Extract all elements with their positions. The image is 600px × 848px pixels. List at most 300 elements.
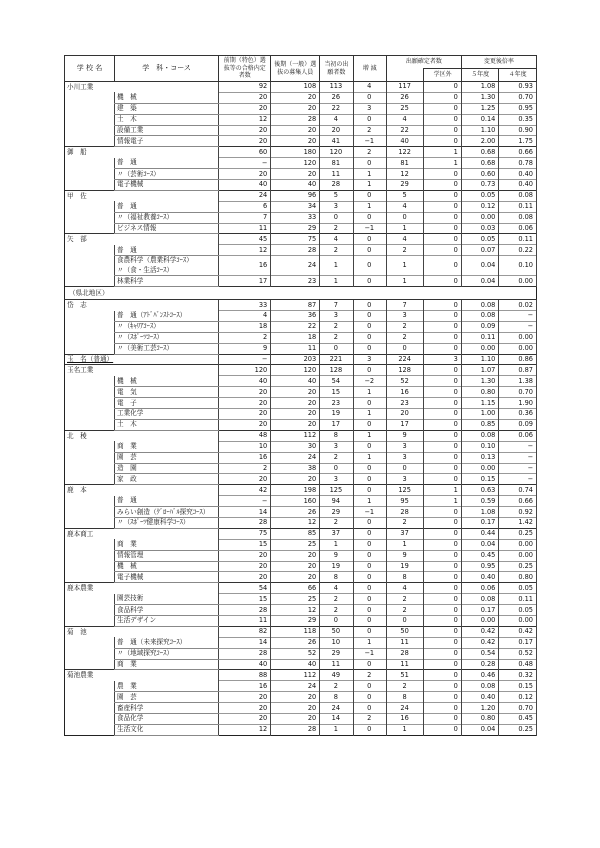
- course-name: 〃（ｽﾎﾟｰﾂｺｰｽ）: [115, 332, 219, 343]
- initial-applicants: 8: [320, 692, 353, 703]
- early-admitted: −: [219, 158, 271, 169]
- course-row: [65, 212, 537, 223]
- course-row: [65, 125, 537, 136]
- ratio-r4: 0.00: [499, 332, 537, 343]
- course-cell-empty: [115, 190, 219, 201]
- course-cell-empty: [115, 300, 219, 311]
- early-admitted: 20: [219, 136, 271, 147]
- change: 0: [353, 245, 386, 256]
- initial-applicants: 22: [320, 103, 353, 114]
- header-late: 後期（一般）選抜の募集人員: [271, 56, 320, 82]
- early-admitted: 20: [219, 550, 271, 561]
- ratio-r5: 0.00: [461, 615, 499, 626]
- ratio-r5: 0.10: [461, 441, 499, 452]
- confirmed-applicants: 22: [386, 125, 424, 136]
- confirmed-applicants: 3: [386, 311, 424, 322]
- out-of-district: 0: [424, 311, 462, 322]
- out-of-district: 0: [424, 594, 462, 605]
- confirmed-applicants: 52: [386, 376, 424, 387]
- school-cell-empty: [65, 332, 115, 343]
- change: 0: [353, 539, 386, 550]
- confirmed-applicants: 95: [386, 496, 424, 507]
- ratio-r4: 1.38: [499, 376, 537, 387]
- out-of-district: 0: [424, 234, 462, 245]
- early-admitted: 60: [219, 147, 271, 158]
- out-of-district: 0: [424, 103, 462, 114]
- confirmed-applicants: 3: [386, 452, 424, 463]
- course-row: [65, 114, 537, 125]
- change: 3: [353, 103, 386, 114]
- change: 1: [353, 496, 386, 507]
- ratio-r5: 0.04: [461, 256, 499, 276]
- course-cell-empty: [115, 528, 219, 539]
- ratio-r4: 0.95: [499, 103, 537, 114]
- change: 2: [353, 125, 386, 136]
- course-name: 普 通（ｱﾄﾞﾊﾞﾝｽﾄｺｰｽ）: [115, 311, 219, 322]
- ratio-r4: 0.00: [499, 550, 537, 561]
- confirmed-applicants: 2: [386, 245, 424, 256]
- course-row: [65, 561, 537, 572]
- initial-applicants: 2: [320, 594, 353, 605]
- course-row: [65, 659, 537, 670]
- school-cell-empty: [65, 169, 115, 180]
- late-capacity: 34: [271, 201, 320, 212]
- early-admitted: 88: [219, 670, 271, 681]
- change: −1: [353, 136, 386, 147]
- course-name: 工業化学: [115, 409, 219, 420]
- initial-applicants: 37: [320, 528, 353, 539]
- ratio-r4: 0.92: [499, 507, 537, 518]
- ratio-r4: 0.74: [499, 485, 537, 496]
- confirmed-applicants: 1: [386, 539, 424, 550]
- school-cell-empty: [65, 321, 115, 332]
- course-row: [65, 376, 537, 387]
- initial-applicants: 2: [320, 332, 353, 343]
- change: 0: [353, 256, 386, 276]
- initial-applicants: 1: [320, 276, 353, 287]
- early-admitted: 92: [219, 82, 271, 93]
- school-cell-empty: [65, 387, 115, 398]
- confirmed-applicants: 2: [386, 681, 424, 692]
- late-capacity: 198: [271, 485, 320, 496]
- confirmed-applicants: 11: [386, 659, 424, 670]
- initial-applicants: 0: [320, 343, 353, 354]
- confirmed-applicants: 128: [386, 365, 424, 376]
- ratio-r5: 0.08: [461, 430, 499, 441]
- course-name: 家 政: [115, 474, 219, 485]
- out-of-district: 0: [424, 114, 462, 125]
- course-name: 設備工業: [115, 125, 219, 136]
- course-row: [65, 245, 537, 256]
- school-name: 菊池農業: [65, 670, 115, 681]
- course-row: [65, 387, 537, 398]
- initial-applicants: 1: [320, 539, 353, 550]
- ratio-r5: 0.63: [461, 485, 499, 496]
- ratio-r5: 0.07: [461, 245, 499, 256]
- initial-applicants: 0: [320, 212, 353, 223]
- out-of-district: 0: [424, 528, 462, 539]
- school-cell-empty: [65, 136, 115, 147]
- late-capacity: 20: [271, 572, 320, 583]
- ratio-r5: 0.00: [461, 212, 499, 223]
- ratio-r5: 0.42: [461, 637, 499, 648]
- late-capacity: 24: [271, 681, 320, 692]
- early-admitted: 20: [219, 92, 271, 103]
- out-of-district: 0: [424, 365, 462, 376]
- school-cell-empty: [65, 517, 115, 528]
- early-admitted: 12: [219, 724, 271, 735]
- initial-applicants: 1: [320, 724, 353, 735]
- course-row: [65, 605, 537, 616]
- initial-applicants: 128: [320, 365, 353, 376]
- school-cell-empty: [65, 158, 115, 169]
- out-of-district: 0: [424, 637, 462, 648]
- early-admitted: 9: [219, 343, 271, 354]
- ratio-r4: 0.52: [499, 648, 537, 659]
- initial-applicants: 1: [320, 256, 353, 276]
- out-of-district: 0: [424, 648, 462, 659]
- confirmed-applicants: 81: [386, 158, 424, 169]
- out-of-district: 0: [424, 615, 462, 626]
- ratio-r4: −: [499, 441, 537, 452]
- course-name-line: 食農科学（農業科学ｺｰｽ）: [117, 256, 193, 265]
- school-row: [65, 300, 537, 311]
- late-capacity: 20: [271, 561, 320, 572]
- course-cell-empty: [115, 430, 219, 441]
- out-of-district: 0: [424, 190, 462, 201]
- ratio-r4: 0.02: [499, 300, 537, 311]
- change: 0: [353, 234, 386, 245]
- course-name: 電 気: [115, 387, 219, 398]
- early-admitted: 11: [219, 615, 271, 626]
- course-name: 情報管理: [115, 550, 219, 561]
- change: 0: [353, 528, 386, 539]
- ratio-r4: 0.87: [499, 365, 537, 376]
- late-capacity: 85: [271, 528, 320, 539]
- course-row: [65, 103, 537, 114]
- ratio-r5: 1.10: [461, 125, 499, 136]
- early-admitted: 120: [219, 365, 271, 376]
- late-capacity: 28: [271, 245, 320, 256]
- ratio-r4: 0.00: [499, 615, 537, 626]
- early-admitted: 42: [219, 485, 271, 496]
- early-admitted: 20: [219, 692, 271, 703]
- late-capacity: 120: [271, 365, 320, 376]
- late-capacity: 20: [271, 125, 320, 136]
- confirmed-applicants: 26: [386, 92, 424, 103]
- ratio-r4: 0.06: [499, 430, 537, 441]
- course-name: 林業科学: [115, 276, 219, 287]
- ratio-r5: 0.17: [461, 517, 499, 528]
- out-of-district: 0: [424, 223, 462, 234]
- out-of-district: 0: [424, 539, 462, 550]
- early-admitted: 20: [219, 387, 271, 398]
- course-name: 園芸技術: [115, 594, 219, 605]
- late-capacity: 26: [271, 507, 320, 518]
- out-of-district: 0: [424, 256, 462, 276]
- ratio-r4: −: [499, 463, 537, 474]
- ratio-r5: 0.08: [461, 681, 499, 692]
- confirmed-applicants: 12: [386, 169, 424, 180]
- ratio-r5: 0.46: [461, 670, 499, 681]
- application-table: [64, 55, 537, 736]
- change: 0: [353, 398, 386, 409]
- course-row: [65, 332, 537, 343]
- change: 2: [353, 147, 386, 158]
- ratio-r5: 0.00: [461, 463, 499, 474]
- early-admitted: 24: [219, 190, 271, 201]
- ratio-r5: 0.04: [461, 276, 499, 287]
- course-name: 食品化学: [115, 713, 219, 724]
- school-row: [65, 234, 537, 245]
- ratio-r4: −: [499, 311, 537, 322]
- change: 3: [353, 354, 386, 365]
- course-name: みらい創造（ｸﾞﾛｰﾊﾞﾙ探究ｺｰｽ）: [115, 507, 219, 518]
- change: 0: [353, 321, 386, 332]
- course-name: 園 芸: [115, 692, 219, 703]
- ratio-r4: 0.66: [499, 147, 537, 158]
- course-row: [65, 158, 537, 169]
- early-admitted: 6: [219, 201, 271, 212]
- initial-applicants: 120: [320, 147, 353, 158]
- ratio-r4: 0.40: [499, 180, 537, 191]
- late-capacity: 160: [271, 496, 320, 507]
- early-admitted: 40: [219, 180, 271, 191]
- school-row: [65, 670, 537, 681]
- course-name: 普 通: [115, 496, 219, 507]
- change: 1: [353, 409, 386, 420]
- school-cell-empty: [65, 463, 115, 474]
- late-capacity: 28: [271, 114, 320, 125]
- out-of-district: 1: [424, 496, 462, 507]
- initial-applicants: 2: [320, 452, 353, 463]
- confirmed-applicants: 19: [386, 561, 424, 572]
- out-of-district: 0: [424, 321, 462, 332]
- course-row: [65, 201, 537, 212]
- header-early: 前期（特色）選抜等の合格内定者数: [219, 56, 271, 82]
- ratio-r4: 0.35: [499, 114, 537, 125]
- school-cell-empty: [65, 474, 115, 485]
- initial-applicants: 29: [320, 507, 353, 518]
- school-cell-empty: [65, 594, 115, 605]
- confirmed-applicants: 2: [386, 594, 424, 605]
- initial-applicants: 2: [320, 517, 353, 528]
- ratio-r5: 2.00: [461, 136, 499, 147]
- early-admitted: 10: [219, 441, 271, 452]
- course-row: [65, 223, 537, 234]
- early-admitted: −: [219, 354, 271, 365]
- late-capacity: 20: [271, 92, 320, 103]
- change: 0: [353, 615, 386, 626]
- out-of-district: 0: [424, 430, 462, 441]
- initial-applicants: 81: [320, 158, 353, 169]
- school-cell-empty: [65, 409, 115, 420]
- change: 0: [353, 419, 386, 430]
- out-of-district: 0: [424, 136, 462, 147]
- late-capacity: 180: [271, 147, 320, 158]
- header-out-of-district: 学区外: [424, 69, 462, 82]
- ratio-r5: 0.05: [461, 234, 499, 245]
- out-of-district: 0: [424, 343, 462, 354]
- change: 2: [353, 713, 386, 724]
- ratio-r4: 0.90: [499, 125, 537, 136]
- change: 0: [353, 594, 386, 605]
- late-capacity: 75: [271, 234, 320, 245]
- school-row: [65, 190, 537, 201]
- initial-applicants: 94: [320, 496, 353, 507]
- confirmed-applicants: 8: [386, 692, 424, 703]
- course-row: [65, 692, 537, 703]
- school-cell-empty: [65, 212, 115, 223]
- late-capacity: 20: [271, 409, 320, 420]
- initial-applicants: 28: [320, 180, 353, 191]
- ratio-r4: 1.75: [499, 136, 537, 147]
- initial-applicants: 0: [320, 463, 353, 474]
- school-cell-empty: [65, 507, 115, 518]
- early-admitted: 28: [219, 648, 271, 659]
- change: 0: [353, 550, 386, 561]
- late-capacity: 20: [271, 398, 320, 409]
- initial-applicants: 14: [320, 713, 353, 724]
- late-capacity: 12: [271, 517, 320, 528]
- ratio-r4: 0.36: [499, 409, 537, 420]
- early-admitted: 82: [219, 626, 271, 637]
- change: 0: [353, 92, 386, 103]
- ratio-r5: 0.11: [461, 332, 499, 343]
- out-of-district: 0: [424, 474, 462, 485]
- initial-applicants: 10: [320, 637, 353, 648]
- early-admitted: 17: [219, 276, 271, 287]
- course-row: [65, 409, 537, 420]
- ratio-r5: 0.04: [461, 539, 499, 550]
- initial-applicants: 4: [320, 234, 353, 245]
- initial-applicants: 26: [320, 92, 353, 103]
- course-row: [65, 256, 537, 276]
- course-row: [65, 724, 537, 735]
- initial-applicants: 2: [320, 681, 353, 692]
- ratio-r4: 0.25: [499, 561, 537, 572]
- out-of-district: 0: [424, 201, 462, 212]
- course-name: 普 通: [115, 158, 219, 169]
- confirmed-applicants: 24: [386, 703, 424, 714]
- change: 0: [353, 572, 386, 583]
- course-row: [65, 321, 537, 332]
- ratio-r4: 0.70: [499, 387, 537, 398]
- confirmed-applicants: 4: [386, 234, 424, 245]
- confirmed-applicants: 29: [386, 180, 424, 191]
- course-cell-empty: [115, 234, 219, 245]
- late-capacity: 20: [271, 703, 320, 714]
- ratio-r4: 0.12: [499, 692, 537, 703]
- out-of-district: 0: [424, 713, 462, 724]
- change: 0: [353, 583, 386, 594]
- school-cell-empty: [65, 419, 115, 430]
- ratio-r5: 0.45: [461, 550, 499, 561]
- ratio-r5: 1.10: [461, 354, 499, 365]
- confirmed-applicants: 37: [386, 528, 424, 539]
- change: 0: [353, 212, 386, 223]
- course-name: 情報電子: [115, 136, 219, 147]
- early-admitted: 20: [219, 703, 271, 714]
- out-of-district: 0: [424, 626, 462, 637]
- initial-applicants: 113: [320, 82, 353, 93]
- initial-applicants: 11: [320, 169, 353, 180]
- late-capacity: 36: [271, 311, 320, 322]
- ratio-r5: 0.06: [461, 583, 499, 594]
- change: 0: [353, 343, 386, 354]
- ratio-r5: 0.08: [461, 300, 499, 311]
- course-name: 〃（ｽﾎﾟｰﾂ健康科学ｺｰｽ）: [115, 517, 219, 528]
- change: 1: [353, 201, 386, 212]
- school-cell-empty: [65, 276, 115, 287]
- course-row: [65, 441, 537, 452]
- initial-applicants: 3: [320, 311, 353, 322]
- change: 0: [353, 561, 386, 572]
- ratio-r5: 0.44: [461, 528, 499, 539]
- out-of-district: 0: [424, 419, 462, 430]
- course-row: [65, 496, 537, 507]
- ratio-r4: 0.48: [499, 659, 537, 670]
- early-admitted: 18: [219, 321, 271, 332]
- confirmed-applicants: 4: [386, 201, 424, 212]
- out-of-district: 0: [424, 681, 462, 692]
- course-name: 生活文化: [115, 724, 219, 735]
- table-header: [65, 56, 537, 82]
- course-name: 〃（美術工芸ｺｰｽ）: [115, 343, 219, 354]
- out-of-district: 0: [424, 724, 462, 735]
- initial-applicants: 7: [320, 300, 353, 311]
- ratio-r4: 0.00: [499, 343, 537, 354]
- late-capacity: 20: [271, 136, 320, 147]
- course-name: ビジネス情報: [115, 223, 219, 234]
- early-admitted: 20: [219, 713, 271, 724]
- early-admitted: 20: [219, 572, 271, 583]
- early-admitted: 16: [219, 452, 271, 463]
- ratio-r4: 0.80: [499, 572, 537, 583]
- late-capacity: 20: [271, 387, 320, 398]
- school-row: [65, 82, 537, 93]
- course-row: [65, 713, 537, 724]
- confirmed-applicants: 50: [386, 626, 424, 637]
- course-row: [65, 92, 537, 103]
- out-of-district: 0: [424, 245, 462, 256]
- course-name: 機 械: [115, 376, 219, 387]
- course-row: [65, 311, 537, 322]
- late-capacity: 29: [271, 615, 320, 626]
- confirmed-applicants: 4: [386, 583, 424, 594]
- course-row: [65, 507, 537, 518]
- course-name: 電 子: [115, 398, 219, 409]
- out-of-district: 0: [424, 550, 462, 561]
- out-of-district: 0: [424, 398, 462, 409]
- course-row: [65, 637, 537, 648]
- school-name: 小川工業: [65, 82, 115, 93]
- confirmed-applicants: 28: [386, 648, 424, 659]
- course-name: 普 通: [115, 245, 219, 256]
- out-of-district: 3: [424, 354, 462, 365]
- course-cell-empty: [115, 626, 219, 637]
- early-admitted: 4: [219, 311, 271, 322]
- ratio-r5: 0.40: [461, 572, 499, 583]
- school-name: 鹿 本: [65, 485, 115, 496]
- early-admitted: 7: [219, 212, 271, 223]
- course-row: [65, 550, 537, 561]
- ratio-r4: 0.25: [499, 528, 537, 539]
- initial-applicants: 19: [320, 409, 353, 420]
- course-name: 造 園: [115, 463, 219, 474]
- change: 0: [353, 300, 386, 311]
- late-capacity: 22: [271, 321, 320, 332]
